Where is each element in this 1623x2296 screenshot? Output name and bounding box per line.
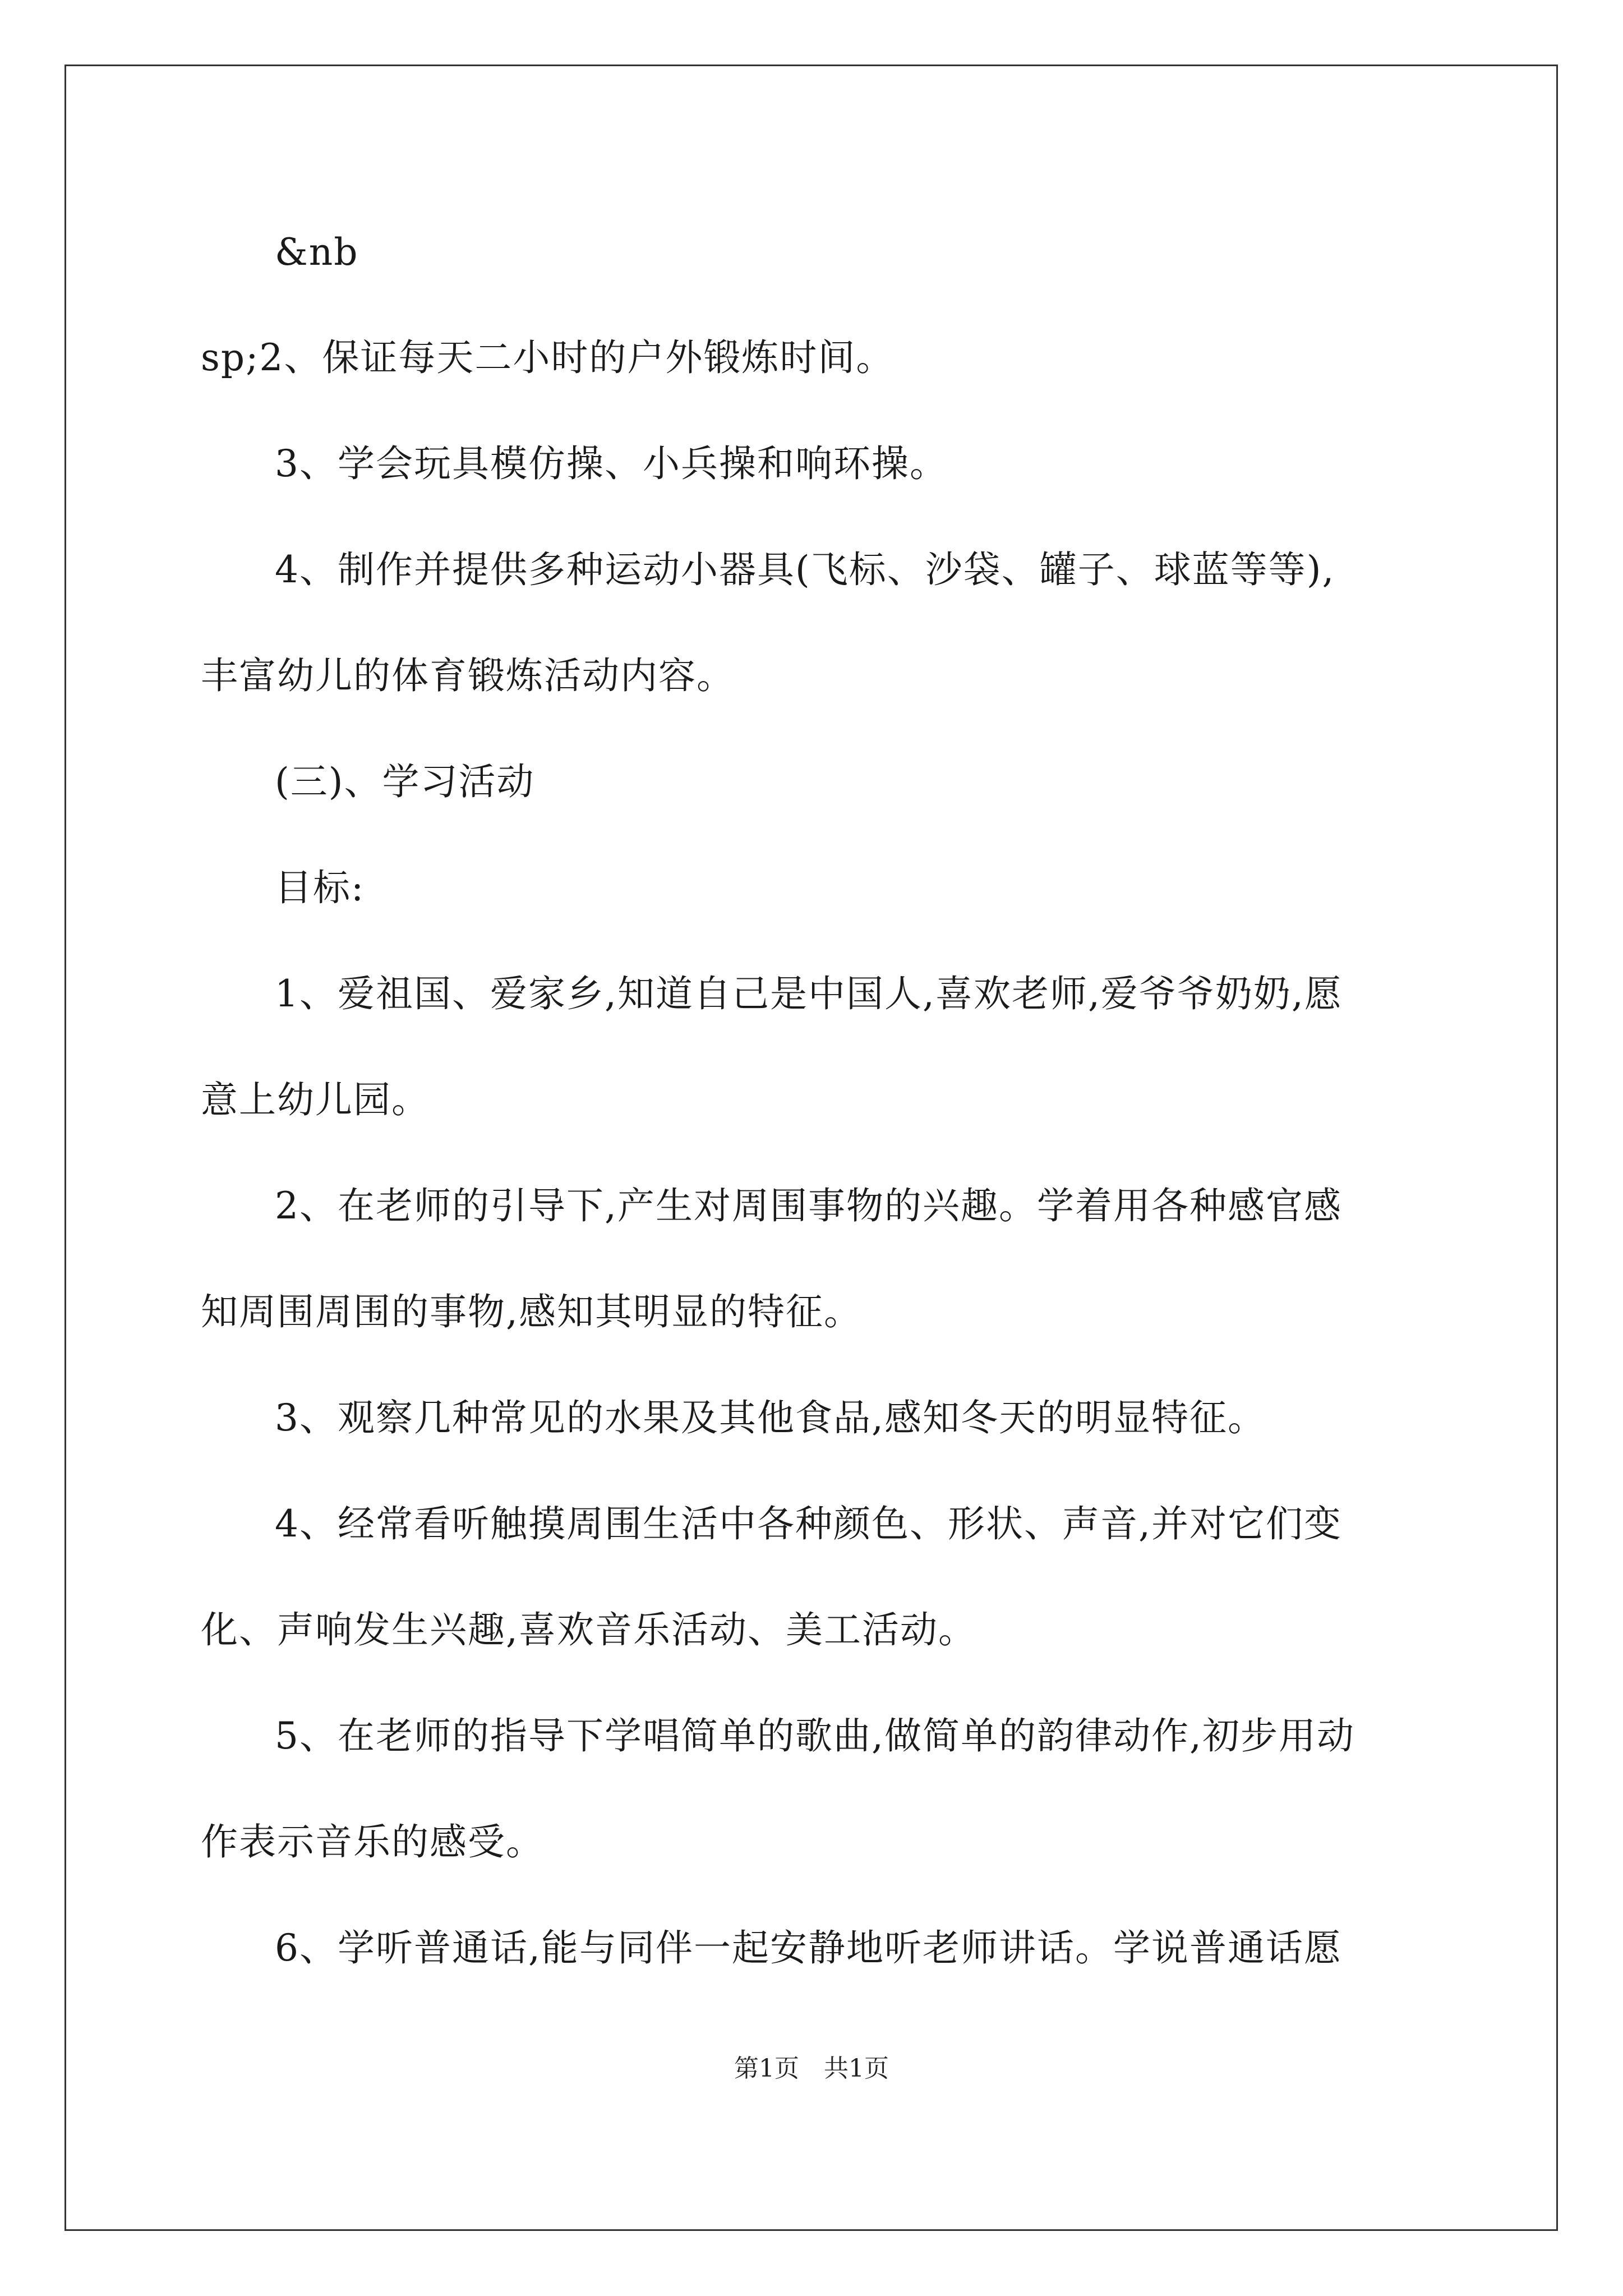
page-border [64, 65, 1558, 2231]
text-line-15: 5、在老师的指导下学唱简单的歌曲,做简单的韵律动作,初步用动 [275, 1714, 1355, 1757]
text-line-11: 知周围周围的事物,感知其明显的特征。 [201, 1290, 862, 1333]
text-line-9: 意上幼儿园。 [201, 1078, 430, 1121]
text-line-1: &nb [275, 231, 359, 274]
text-line-6: (三)、学习活动 [275, 760, 535, 803]
text-line-3: 3、学会玩具模仿操、小兵操和响环操。 [275, 442, 948, 485]
text-line-7: 目标: [275, 866, 365, 909]
text-line-16: 作表示音乐的感受。 [201, 1820, 544, 1864]
text-line-8: 1、爱祖国、爱家乡,知道自己是中国人,喜欢老师,爱爷爷奶奶,愿 [275, 972, 1343, 1015]
text-line-13: 4、经常看听触摸周围生活中各种颜色、形状、声音,并对它们变 [275, 1502, 1342, 1545]
text-line-17: 6、学听普通话,能与同伴一起安静地听老师讲话。学说普通话愿 [275, 1926, 1342, 1970]
text-line-2: sp;2、保证每天二小时的户外锻炼时间。 [201, 336, 895, 379]
text-line-5: 丰富幼儿的体育锻炼活动内容。 [201, 654, 735, 697]
text-line-14: 化、声响发生兴趣,喜欢音乐活动、美工活动。 [201, 1608, 976, 1651]
text-line-4: 4、制作并提供多种运动小器具(飞标、沙袋、罐子、球蓝等等), [275, 548, 1335, 591]
page-footer: 第1页 共1页 [734, 2054, 889, 2083]
text-line-10: 2、在老师的引导下,产生对周围事物的兴趣。学着用各种感官感 [275, 1184, 1342, 1227]
text-line-12: 3、观察几种常见的水果及其他食品,感知冬天的明显特征。 [275, 1396, 1266, 1439]
